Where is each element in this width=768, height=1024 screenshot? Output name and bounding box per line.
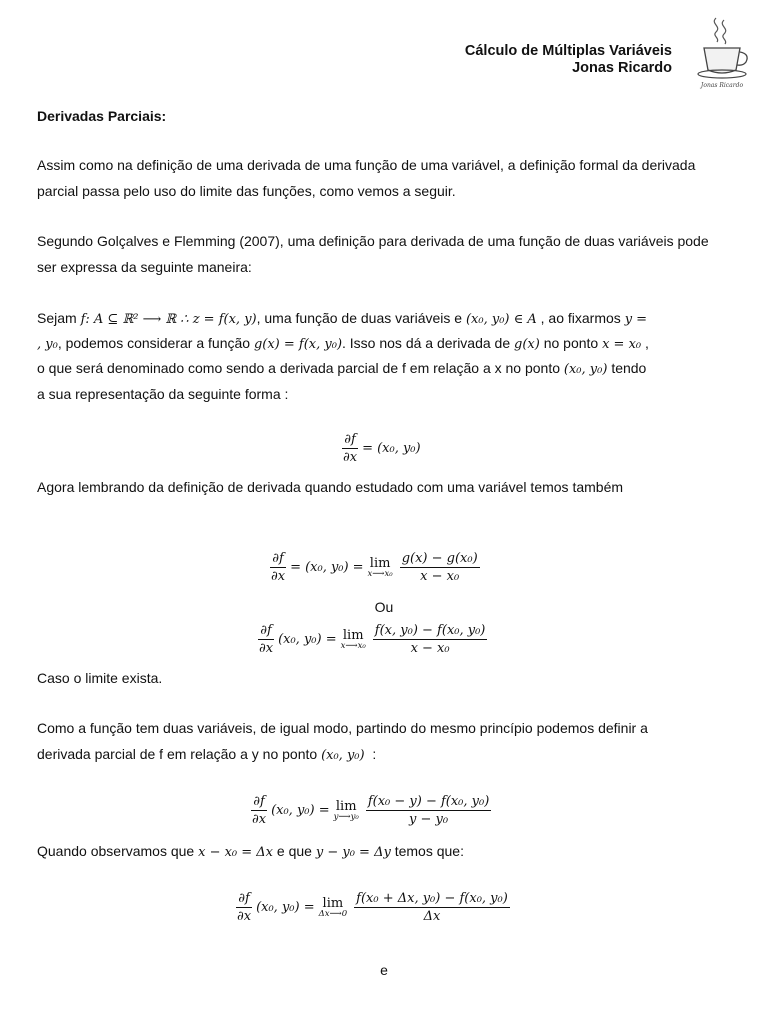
- footer-fragment: e: [380, 962, 388, 978]
- or-label: Ou: [374, 599, 394, 615]
- paragraph-limit-exists: Caso o limite exista.: [37, 670, 163, 686]
- paragraph-delta: Quando observamos que x − x₀ = Δx e que y − y₀ = Δy temos que:: [37, 843, 464, 860]
- definition-line-2: , y₀, podemos considerar a função g(x) = f(x, y₀). Isso nos dá a derivada de g(x) no ponto x = x₀ ,: [37, 335, 649, 352]
- definition-line-1: Sejam f: A ⊆ ℝ² ⟶ ℝ ∴ z = f(x, y), uma função de duas variáveis e (x₀, y₀) ∈ A , ao fixarmos y =: [37, 310, 648, 327]
- definition-line-4: a sua representação da seguinte forma :: [37, 386, 289, 402]
- document-title: Cálculo de Múltiplas Variáveis: [464, 43, 672, 59]
- equation-limit-delta: $\frac{\partial f}{\partial x}$ (x₀, y₀) = lim Δx⟶0 $\frac{\text{f(x₀ + Δx, y₀) − f(x₀, y₀)}}{\Delta x}$: [237, 891, 508, 924]
- paragraph-reference: Segundo Golçalves e Flemming (2007), uma definição para derivada de uma função de duas variáveis pode ser expressa da seguinte maneira:: [37, 233, 709, 275]
- svg-text:Jonas Ricardo: Jonas Ricardo: [700, 82, 744, 89]
- document-author: Jonas Ricardo: [572, 60, 672, 76]
- paragraph-recall: Agora lembrando da definição de derivada quando estudado com uma variável temos também: [37, 479, 624, 495]
- equation-limit-g: $\frac{\partial f}{\partial x}$ = (x₀, y₀) = lim x⟶x₀ $\frac{\text{g(x) − g(x₀)}}{\text{x − x₀}}$: [271, 551, 478, 584]
- section-title: Derivadas Parciais:: [37, 108, 167, 124]
- paragraph-intro: Assim como na definição de uma derivada de uma função de uma variável, a definição formal da derivada parcial passa pelo uso do limite das funções, como vemos a seguir.: [37, 157, 696, 199]
- definition-line-3: o que será denominado como sendo a derivada parcial de f em relação a x no ponto (x₀, y₀) tendo: [37, 360, 647, 377]
- equation-partial-notation: $\frac{\partial f}{\partial x}$ = (x₀, y₀): [343, 432, 421, 465]
- equation-limit-f-y: $\frac{\partial f}{\partial x}$ (x₀, y₀) = lim y⟶y₀ $\frac{\text{f(x₀ − y) − f(x₀, y₀)}}{\text{y − y₀}}$: [252, 794, 490, 827]
- equation-limit-f-x: $\frac{\partial f}{\partial x}$ (x₀, y₀) = lim x⟶x₀ $\frac{\text{f(x, y₀) − f(x₀, y₀)}}{\text{x − x₀}}$: [259, 623, 486, 656]
- coffee-cup-logo: [690, 14, 754, 90]
- paragraph-y-intro-1: Como a função tem duas variáveis, de igual modo, partindo do mesmo princípio podemos definir a: [37, 720, 648, 736]
- paragraph-y-intro-2: derivada parcial de f em relação a y no ponto (x₀, y₀) :: [37, 746, 377, 763]
